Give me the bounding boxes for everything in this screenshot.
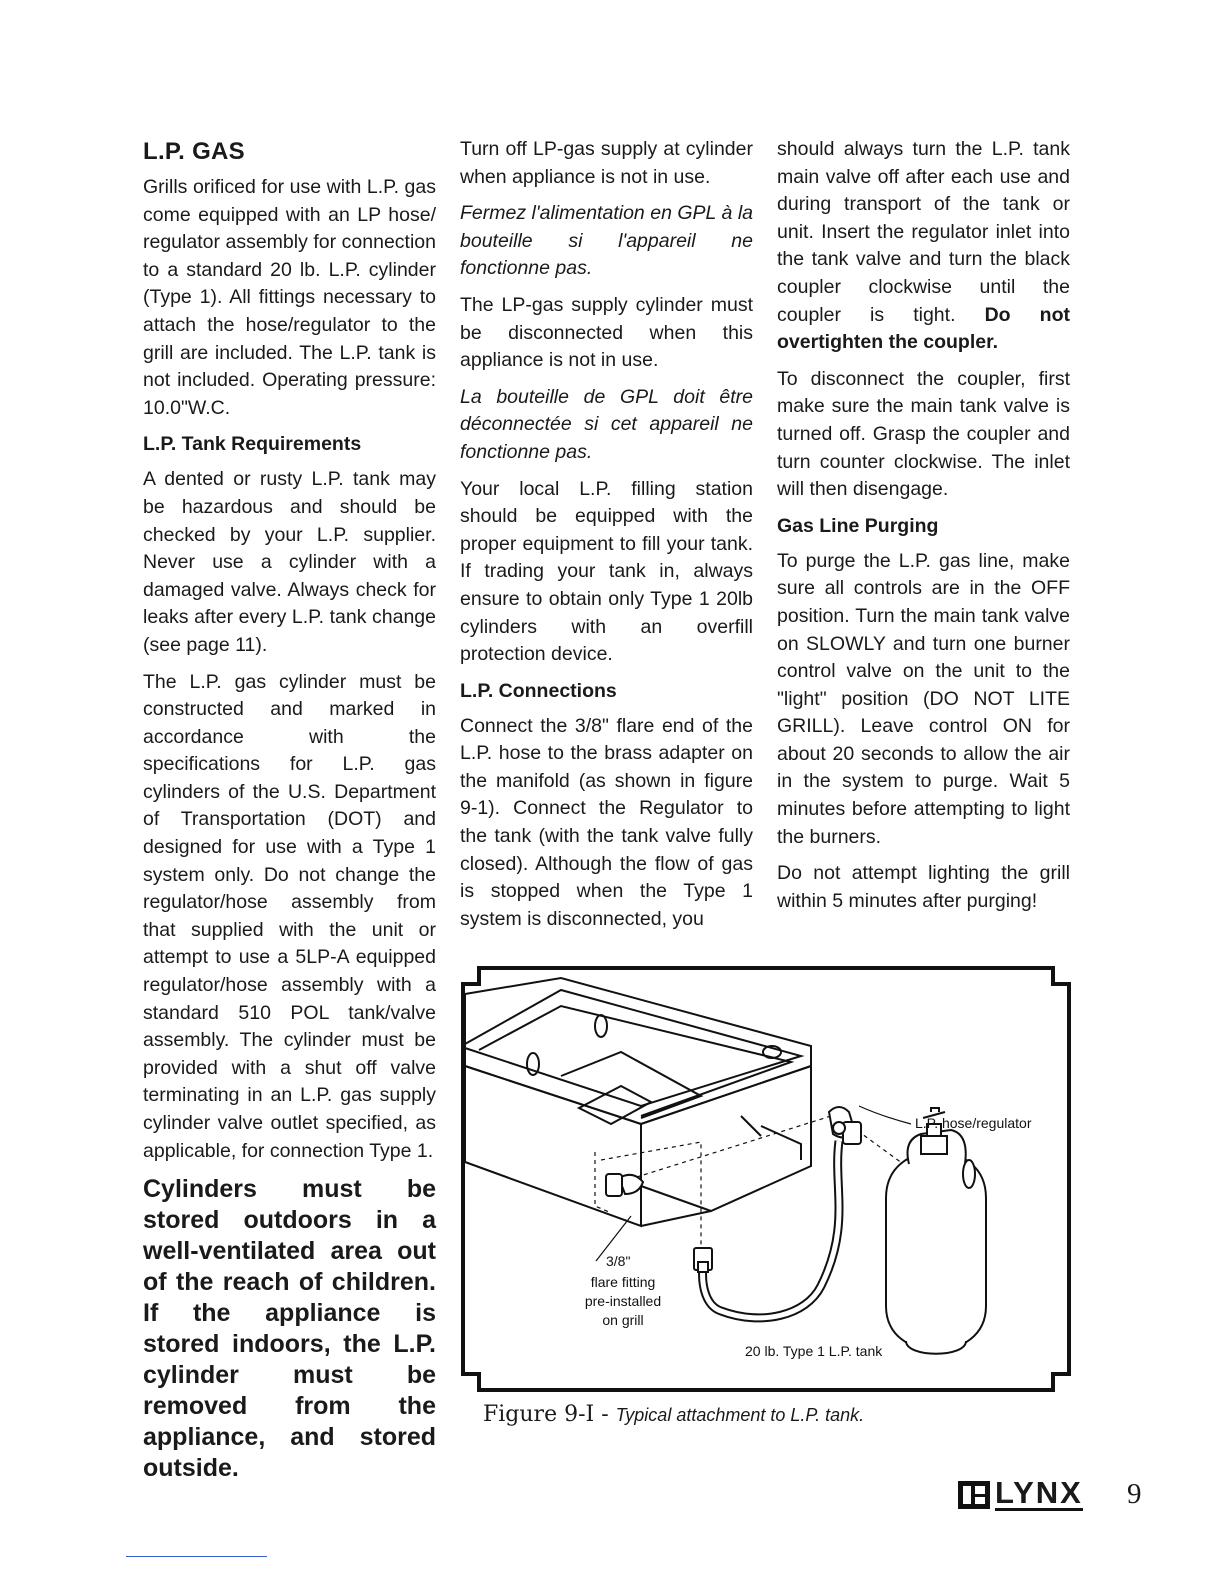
paragraph: To disconnect the coupler, first make sure the main tank valve is turned off. Grasp the coupler and turn counter clockwise. The inlet will then disengage. xyxy=(777,367,1070,501)
figure-caption xyxy=(483,1402,864,1427)
paragraph-french: La bouteille de GPL doit être déconnectée si cet appareil ne fonctionne pas. xyxy=(460,385,753,463)
hose-end-fitting-icon xyxy=(694,1248,712,1272)
label-hose-regulator: L.P. hose/regulator xyxy=(915,1115,1032,1131)
paragraph: A dented or rusty L.P. tank may be hazardous and should be checked by your L.P. supplier. Never use a cylinder with a damaged valve. Always check for leaks after every L.P. tank change (see page 11). xyxy=(143,468,436,656)
paragraph-text: should always turn the L.P. tank main valve off after each use and during transport of the tank or unit. Insert the regulator inlet into the tank valve and turn the black coupler clockwise until the coupler is tight. xyxy=(777,138,1070,326)
label-flare-size: 3/8" xyxy=(606,1253,631,1269)
caption-number: Figure 9-I - xyxy=(483,1402,609,1427)
flare-fitting-icon xyxy=(606,1174,643,1196)
paragraph: The LP-gas supply cylinder must be disconnected when this appliance is not in use. xyxy=(460,293,753,372)
subheading-lp-connections: L.P. Connections xyxy=(460,679,617,702)
paragraph: Your local L.P. filling station should be equipped with the proper equipment to fill your tank. If trading your tank in, always ensure to obtain only Type 1 20lb cylinders with an overfill protection device. xyxy=(460,477,753,666)
paragraph: Grills orificed for use with L.P. gas come equipped with an LP hose/ regulator assembly for connection to a standard 20 lb. L.P. cylinder (Type 1). All fittings necessary to attach the hose/regulator to the grill are included. The L.P. tank is not included. Operating pressure: 10.0"W.C. xyxy=(143,176,436,419)
paragraph xyxy=(777,136,1070,357)
regulator-icon xyxy=(829,1107,861,1144)
paragraph-french: Fermez l'alimentation en GPL à la bouteille si l'appareil ne fonctionne pas. xyxy=(460,202,753,280)
footer-rule xyxy=(126,1556,267,1557)
column-1 xyxy=(143,136,436,1493)
overtighten-warning: Do not overtighten the coupler. xyxy=(777,303,1070,354)
lp-tank-icon xyxy=(886,1108,986,1354)
storage-warning: Cylinders must be stored outdoors in a well-ventilated area out of the reach of children. If the appliance is stored indoors, the L.P. cylinder must be removed from the appliance, and stored outside. xyxy=(143,1175,436,1483)
caption-text: Typical attachment to L.P. tank. xyxy=(615,1405,865,1425)
figure-9-1 xyxy=(461,966,1071,1392)
label-on-grill: on grill xyxy=(602,1312,644,1328)
label-tank: 20 lb. Type 1 L.P. tank xyxy=(745,1343,883,1359)
column-3 xyxy=(777,136,1070,924)
lynx-emblem-icon xyxy=(957,1480,991,1510)
subheading-tank-requirements: L.P. Tank Requirements xyxy=(143,433,362,456)
label-pre-installed: pre-installed xyxy=(584,1293,662,1309)
column-2 xyxy=(460,136,753,942)
paragraph: Connect the 3/8" flare end of the L.P. hose to the brass adapter on the manifold (as shown in figure 9-1). Connect the Regulator to the tank (with the tank valve fully closed). Although the flow of gas is stopped when the Type 1 system is disconnected, you xyxy=(460,714,753,930)
paragraph: The L.P. gas cylinder must be constructed and marked in accordance with the specifications for L.P. gas cylinders of the U.S. Department of Transportation (DOT) and designed for use with a Type 1 system only. Do not change the regulator/hose assembly from that supplied with the unit or attempt to use a 5LP-A equipped regulator/hose assembly with a standard 510 POL tank/valve assembly. The cylinder must be provided with a shut off valve terminating in an L.P. gas supply cylinder valve outlet specified, as applicable, for connection Type 1. xyxy=(143,670,436,1162)
paragraph: Turn off LP-gas supply at cylinder when appliance is not in use. xyxy=(460,138,753,188)
section-title: L.P. GAS xyxy=(143,138,245,165)
paragraph: Do not attempt lighting the grill within 5 minutes after purging! xyxy=(777,862,1070,912)
brand-name: LYNX xyxy=(995,1475,1083,1510)
label-flare-fitting: flare fitting xyxy=(590,1274,656,1290)
lp-tank-attachment-diagram xyxy=(461,966,1071,1392)
paragraph: To purge the L.P. gas line, make sure all controls are in the OFF position. Turn the main tank valve on SLOWLY and turn one burner control valve on the unit to the "light" position (DO NOT LITE GRILL). Leave control ON for about 20 seconds to allow the air in the system to purge. Wait 5 minutes before attempting to light the burners. xyxy=(777,549,1070,848)
subheading-gas-line-purging: Gas Line Purging xyxy=(777,514,939,537)
page-number: 9 xyxy=(1127,1478,1142,1510)
